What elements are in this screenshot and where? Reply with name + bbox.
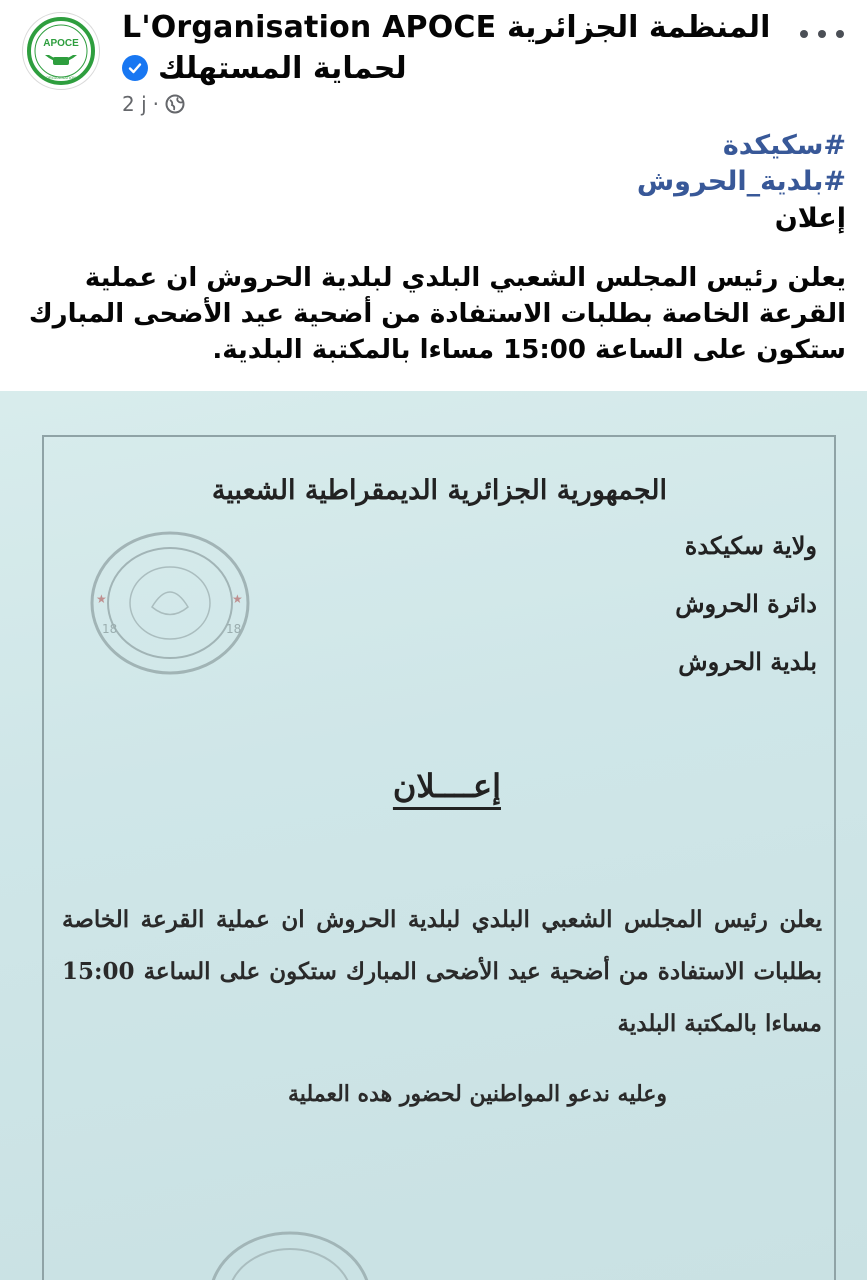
- author-name[interactable]: L'Organisation APOCE المنظمة الجزائرية: [122, 10, 771, 45]
- verified-badge-icon: [122, 55, 148, 81]
- more-dot: [800, 30, 808, 38]
- doc-title: إعــــلان: [392, 767, 501, 805]
- svg-text:★: ★: [96, 592, 107, 606]
- stamp-number-right: 18: [226, 622, 242, 636]
- stamp-number-left: 18: [102, 622, 118, 636]
- more-options-button[interactable]: [800, 22, 844, 46]
- page-avatar[interactable]: [22, 12, 100, 90]
- logo-ring-text: ORGANISATION: [45, 75, 77, 80]
- post-meta: [122, 91, 185, 117]
- globe-icon[interactable]: [165, 94, 185, 114]
- hashtag-el-harrouch[interactable]: #بلدية_الحروش: [636, 166, 846, 197]
- doc-paragraph: يعلن رئيس المجلس الشعبي البلدي لبلدية الحروش ان عملية القرعة الخاصة بطلبات الاستفادة من أضحية عيد الأضحى المبارك ستكون على الساعة 15:00 مساءا بالمكتبة البلدية: [62, 906, 822, 1037]
- post-header: [0, 0, 867, 120]
- apoce-logo: [23, 13, 99, 89]
- bottom-stamp: [195, 1219, 385, 1280]
- svg-text:★: ★: [232, 592, 243, 606]
- doc-republic: الجمهورية الجزائرية الديمقراطية الشعبية: [211, 475, 667, 506]
- author-name-line2[interactable]: [122, 48, 407, 88]
- post-heading: إعلان: [774, 203, 846, 234]
- more-dot: [818, 30, 826, 38]
- hashtag-skikda[interactable]: #سكيكدة: [722, 130, 846, 161]
- post-paragraph: يعلن رئيس المجلس الشعبي البلدي لبلدية الحروش ان عملية القرعة الخاصة بطلبات الاستفادة من أضحية عيد الأضحى المبارك ستكون على الساعة 15:00 مساءا بالمكتبة البلدية.: [28, 263, 846, 365]
- logo-text: APOCE: [43, 38, 79, 49]
- meta-separator: ·: [152, 92, 159, 116]
- doc-closing: وعليه ندعو المواطنين لحضور هده العملية: [288, 1081, 667, 1107]
- doc-daira: دائرة الحروش: [675, 589, 817, 618]
- post-photo[interactable]: [0, 391, 867, 1280]
- author-name-arabic: لحماية المستهلك: [158, 50, 407, 86]
- doc-wilaya: ولاية سكيكدة: [684, 531, 817, 560]
- post-text: [20, 128, 846, 368]
- more-dot: [836, 30, 844, 38]
- doc-commune: بلدية الحروش: [678, 647, 817, 676]
- official-stamp: [82, 527, 258, 679]
- post-time[interactable]: 2 j: [122, 92, 147, 116]
